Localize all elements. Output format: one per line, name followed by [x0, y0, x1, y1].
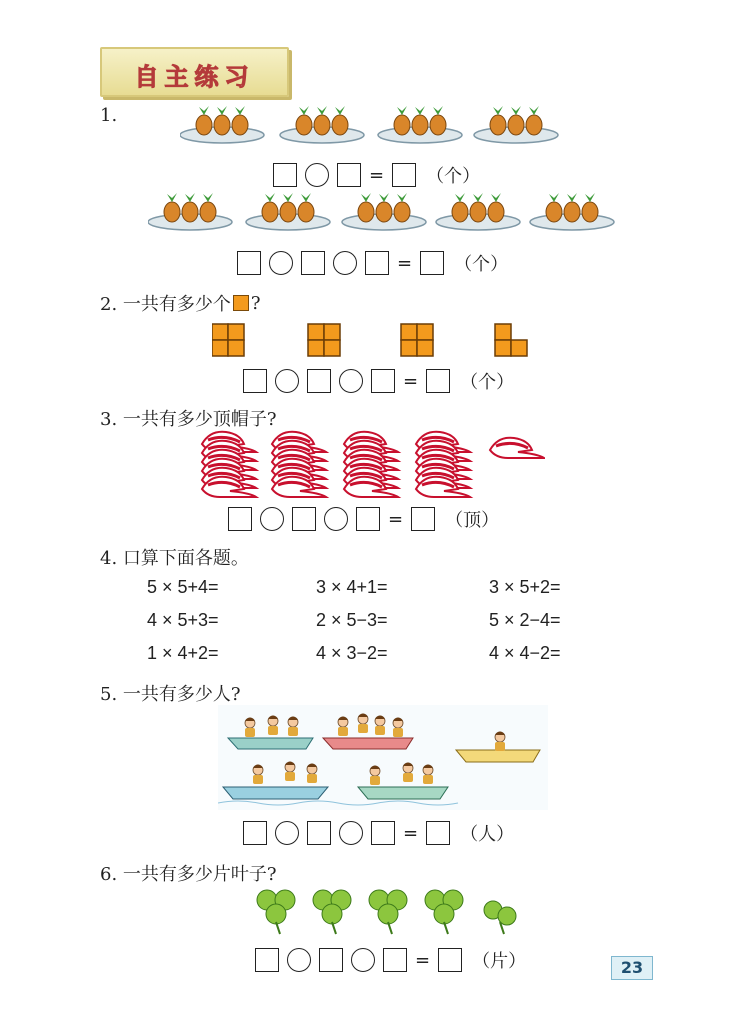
operator-circle[interactable] [287, 948, 311, 972]
pineapple-plate [180, 106, 264, 143]
answer-box[interactable] [255, 948, 279, 972]
q5-title: 5. 一共有多少人? [100, 684, 241, 705]
q5-equation [243, 820, 514, 846]
q2-equation [243, 368, 514, 394]
q6-equation [255, 947, 526, 973]
square-group [212, 324, 244, 356]
answer-box[interactable] [365, 251, 389, 275]
equals-sign: = [403, 822, 419, 844]
q4-title: 4. 口算下面各题。 [100, 548, 249, 569]
answer-box[interactable] [273, 163, 297, 187]
q3-equation [228, 506, 499, 532]
q6-clovers [252, 884, 532, 936]
answer-box[interactable] [426, 821, 450, 845]
operator-circle[interactable] [351, 948, 375, 972]
operator-circle[interactable] [275, 821, 299, 845]
answer-box[interactable] [237, 251, 261, 275]
answer-box[interactable] [243, 821, 267, 845]
q1-equation-2 [237, 250, 508, 276]
arith-cell: 4 × 4−2= [489, 643, 561, 663]
arith-cell: 2 × 5−3= [316, 610, 388, 630]
answer-box[interactable] [292, 507, 316, 531]
answer-box[interactable] [411, 507, 435, 531]
arith-cell: 1 × 4+2= [147, 643, 219, 663]
unit-label: （个） [460, 372, 515, 393]
operator-circle[interactable] [269, 251, 293, 275]
operator-circle[interactable] [275, 369, 299, 393]
equals-sign: = [388, 508, 404, 530]
unit-label: （人） [460, 824, 515, 845]
operator-circle[interactable] [339, 369, 363, 393]
unit-label: （片） [472, 951, 527, 972]
pineapple-plates-row2 [148, 192, 628, 234]
answer-box[interactable] [307, 821, 331, 845]
square-group [308, 324, 340, 356]
operator-circle[interactable] [324, 507, 348, 531]
q2-square-groups [212, 322, 532, 358]
q5-boats-illustration [218, 705, 548, 810]
arith-cell: 3 × 4+1= [316, 577, 388, 597]
arith-cell: 5 × 2−4= [489, 610, 561, 630]
q2-title-text: 2. 一共有多少个 [100, 294, 231, 315]
equals-sign: = [403, 370, 419, 392]
answer-box[interactable] [371, 369, 395, 393]
answer-box[interactable] [392, 163, 416, 187]
q2-qmark: ? [250, 292, 261, 314]
answer-box[interactable] [307, 369, 331, 393]
equals-sign: = [415, 949, 431, 971]
banner-title: 自主练习 [134, 63, 255, 91]
answer-box[interactable] [383, 948, 407, 972]
answer-box[interactable] [426, 369, 450, 393]
arith-cell: 3 × 5+2= [489, 577, 561, 597]
answer-box[interactable] [301, 251, 325, 275]
answer-box[interactable] [438, 948, 462, 972]
equals-sign: = [397, 252, 413, 274]
unit-label: （个） [454, 254, 509, 275]
answer-box[interactable] [371, 821, 395, 845]
operator-circle[interactable] [260, 507, 284, 531]
square-group [495, 324, 527, 356]
answer-box[interactable] [337, 163, 361, 187]
equals-sign: = [369, 164, 385, 186]
q1-equation-1 [273, 162, 480, 188]
q6-title: 6. 一共有多少片叶子? [100, 864, 277, 885]
q3-title: 3. 一共有多少顶帽子? [100, 409, 277, 430]
unit-label: （顶） [445, 510, 500, 531]
arith-cell: 4 × 5+3= [147, 610, 219, 630]
page-number: 23 [611, 956, 653, 980]
answer-box[interactable] [228, 507, 252, 531]
answer-box[interactable] [420, 251, 444, 275]
orange-square-icon [233, 295, 249, 311]
unit-label: （个） [426, 166, 481, 187]
answer-box[interactable] [356, 507, 380, 531]
answer-box[interactable] [243, 369, 267, 393]
operator-circle[interactable] [333, 251, 357, 275]
arith-cell: 5 × 5+4= [147, 577, 219, 597]
arith-cell: 4 × 3−2= [316, 643, 388, 663]
section-banner [100, 47, 289, 97]
q2-title [100, 290, 261, 316]
operator-circle[interactable] [339, 821, 363, 845]
pineapple-plates-row1 [180, 105, 570, 147]
square-group [401, 324, 433, 356]
answer-box[interactable] [319, 948, 343, 972]
q1-number: 1. [100, 105, 118, 126]
q3-hat-stacks [200, 430, 545, 498]
operator-circle[interactable] [305, 163, 329, 187]
